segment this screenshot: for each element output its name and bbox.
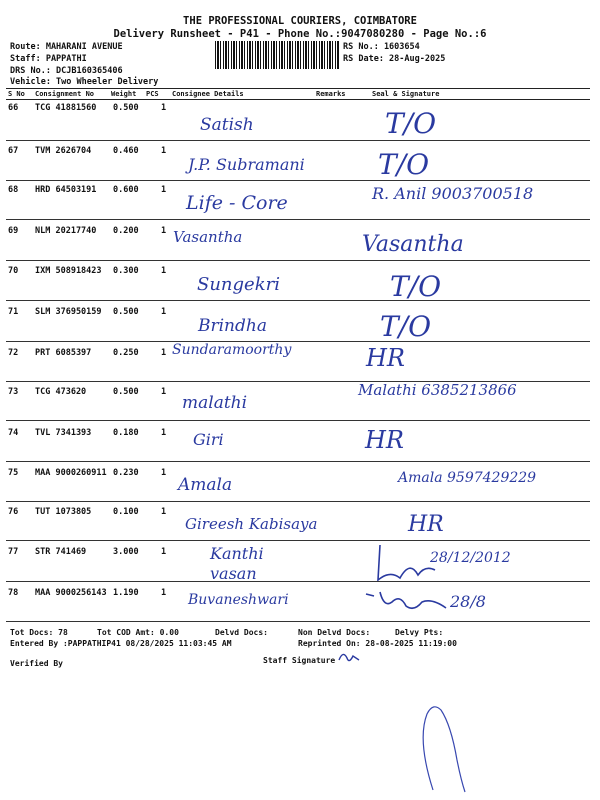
row-consignment: SLM 376950159 — [35, 307, 102, 317]
staff-signature-icon — [335, 648, 365, 668]
row-weight: 0.230 — [113, 468, 139, 478]
row-divider — [6, 461, 590, 462]
row-consignment: PRT 6085397 — [35, 348, 92, 358]
row-sno: 75 — [8, 468, 19, 478]
signature-handwriting: T/O — [385, 107, 437, 140]
row-consignment: TVL 7341393 — [35, 428, 92, 438]
entered-by: Entered By :PAPPATHIP41 08/28/2025 11:03:45 AM — [10, 639, 232, 648]
signature-handwriting: Malathi 6385213866 — [358, 381, 517, 399]
row-weight: 0.100 — [113, 507, 139, 517]
route-label: Route: MAHARANI AVENUE — [10, 42, 123, 52]
signature-scribble-icon — [362, 588, 452, 618]
row-sno: 72 — [8, 348, 19, 358]
row-divider — [6, 260, 590, 261]
row-weight: 0.200 — [113, 226, 139, 236]
rs-date: RS Date: 28-Aug-2025 — [343, 54, 446, 64]
row-weight: 0.500 — [113, 387, 139, 397]
row-sno: 70 — [8, 266, 19, 276]
row-pcs: 1 — [161, 103, 167, 113]
row-pcs: 1 — [161, 266, 167, 276]
row-divider — [6, 420, 590, 421]
row-divider — [6, 621, 590, 622]
row-consignment: TCG 473620 — [35, 387, 87, 397]
row-weight: 0.250 — [113, 348, 139, 358]
col-consignment: Consignment No — [35, 90, 95, 98]
row-divider — [6, 501, 590, 502]
consignee-handwriting: Sungekri — [197, 274, 280, 295]
row-sno: 78 — [8, 588, 19, 598]
header-bottom-rule — [6, 99, 590, 100]
row-consignment: IXM 508918423 — [35, 266, 102, 276]
consignee-handwriting: Brindha — [198, 316, 267, 336]
col-weight: Weight — [111, 90, 137, 98]
row-weight: 0.300 — [113, 266, 139, 276]
runsheet-title: Delivery Runsheet - P41 - Phone No.:9047080280 - Page No.:6 — [113, 28, 487, 40]
signature-handwriting: Amala 9597429229 — [398, 470, 537, 486]
consignee-handwriting: Giri — [193, 430, 224, 449]
row-sno: 66 — [8, 103, 19, 113]
row-consignment: NLM 20217740 — [35, 226, 97, 236]
row-divider — [6, 581, 590, 582]
signature-handwriting: T/O — [378, 148, 430, 181]
staff-signature-label: Staff Signature — [263, 656, 336, 665]
row-pcs: 1 — [161, 428, 167, 438]
signature-handwriting: 28/12/2012 — [430, 550, 511, 566]
row-pcs: 1 — [161, 185, 167, 195]
row-consignment: MAA 9000260911 — [35, 468, 107, 478]
row-sno: 68 — [8, 185, 19, 195]
vehicle-label: Vehicle: Two Wheeler Delivery — [10, 77, 159, 87]
row-weight: 0.600 — [113, 185, 139, 195]
row-weight: 0.460 — [113, 146, 139, 156]
row-weight: 3.000 — [113, 547, 139, 557]
col-seal-signature: Seal & Signature — [372, 90, 440, 98]
signature-handwriting: HR — [408, 512, 444, 537]
header-top-rule — [6, 88, 590, 89]
row-sno: 76 — [8, 507, 19, 517]
staff-label: Staff: PAPPATHI — [10, 54, 87, 64]
row-divider — [6, 180, 590, 181]
col-pcs: PCS — [146, 90, 159, 98]
consignee-handwriting: Amala — [178, 475, 233, 495]
row-consignment: HRD 64503191 — [35, 185, 97, 195]
signature-handwriting: R. Anil 9003700518 — [372, 184, 534, 203]
drs-label: DRS No.: DCJB160365406 — [10, 66, 123, 76]
row-divider — [6, 540, 590, 541]
total-docs: Tot Docs: 78 — [10, 628, 68, 637]
signature-handwriting: T/O — [380, 310, 432, 343]
row-sno: 74 — [8, 428, 19, 438]
consignee-handwriting: malathi — [182, 393, 248, 413]
signature-handwriting: HR — [365, 426, 404, 454]
row-sno: 67 — [8, 146, 19, 156]
signature-handwriting: HR — [366, 344, 405, 372]
row-pcs: 1 — [161, 588, 167, 598]
row-pcs: 1 — [161, 146, 167, 156]
row-divider — [6, 219, 590, 220]
consignee-handwriting: Satish — [200, 115, 254, 135]
row-consignment: MAA 9000256143 — [35, 588, 107, 598]
rs-number: RS No.: 1603654 — [343, 42, 420, 52]
delivery-points: Delvy Pts: — [395, 628, 444, 637]
row-weight: 1.190 — [113, 588, 139, 598]
signature-handwriting: Vasantha — [362, 232, 464, 257]
row-divider — [6, 140, 590, 141]
reprinted-on: Reprinted On: 28-08-2025 11:19:00 — [298, 639, 457, 648]
row-consignment: STR 741469 — [35, 547, 87, 557]
row-weight: 0.500 — [113, 103, 139, 113]
consignee-handwriting: Life - Core — [186, 192, 288, 214]
company-title: THE PROFESSIONAL COURIERS, COIMBATORE — [183, 15, 417, 27]
consignee-handwriting: Gireesh Kabisaya — [185, 515, 318, 533]
row-sno: 77 — [8, 547, 19, 557]
verified-by: Verified By — [10, 659, 63, 668]
col-remarks: Remarks — [316, 90, 346, 98]
non-delivered-docs: Non Delvd Docs: — [298, 628, 371, 637]
consignee-handwriting: Buvaneshwari — [188, 592, 289, 608]
row-pcs: 1 — [161, 348, 167, 358]
consignee-handwriting: Kanthi vasan — [210, 544, 264, 583]
row-pcs: 1 — [161, 468, 167, 478]
row-consignment: TUT 1073805 — [35, 507, 92, 517]
row-pcs: 1 — [161, 307, 167, 317]
row-divider — [6, 300, 590, 301]
row-pcs: 1 — [161, 547, 167, 557]
col-sno: S No — [8, 90, 25, 98]
row-weight: 0.500 — [113, 307, 139, 317]
row-sno: 71 — [8, 307, 19, 317]
consignee-handwriting: Sundaramoorthy — [172, 342, 292, 358]
row-consignment: TVM 2626704 — [35, 146, 92, 156]
pen-stroke-icon — [415, 700, 475, 795]
delivered-docs: Delvd Docs: — [215, 628, 268, 637]
row-sno: 73 — [8, 387, 19, 397]
signature-scribble-icon — [370, 540, 440, 585]
row-consignment: TCG 41881560 — [35, 103, 97, 113]
row-pcs: 1 — [161, 226, 167, 236]
signature-handwriting: 28/8 — [450, 592, 486, 611]
row-divider — [6, 341, 590, 342]
total-cod-amount: Tot COD Amt: 0.00 — [97, 628, 179, 637]
row-sno: 69 — [8, 226, 19, 236]
row-weight: 0.180 — [113, 428, 139, 438]
row-pcs: 1 — [161, 507, 167, 517]
row-pcs: 1 — [161, 387, 167, 397]
col-consignee: Consignee Details — [172, 90, 244, 98]
consignee-handwriting: J.P. Subramani — [188, 155, 305, 174]
consignee-handwriting: Vasantha — [173, 228, 243, 246]
signature-handwriting: T/O — [390, 270, 442, 303]
barcode-image — [215, 41, 340, 69]
